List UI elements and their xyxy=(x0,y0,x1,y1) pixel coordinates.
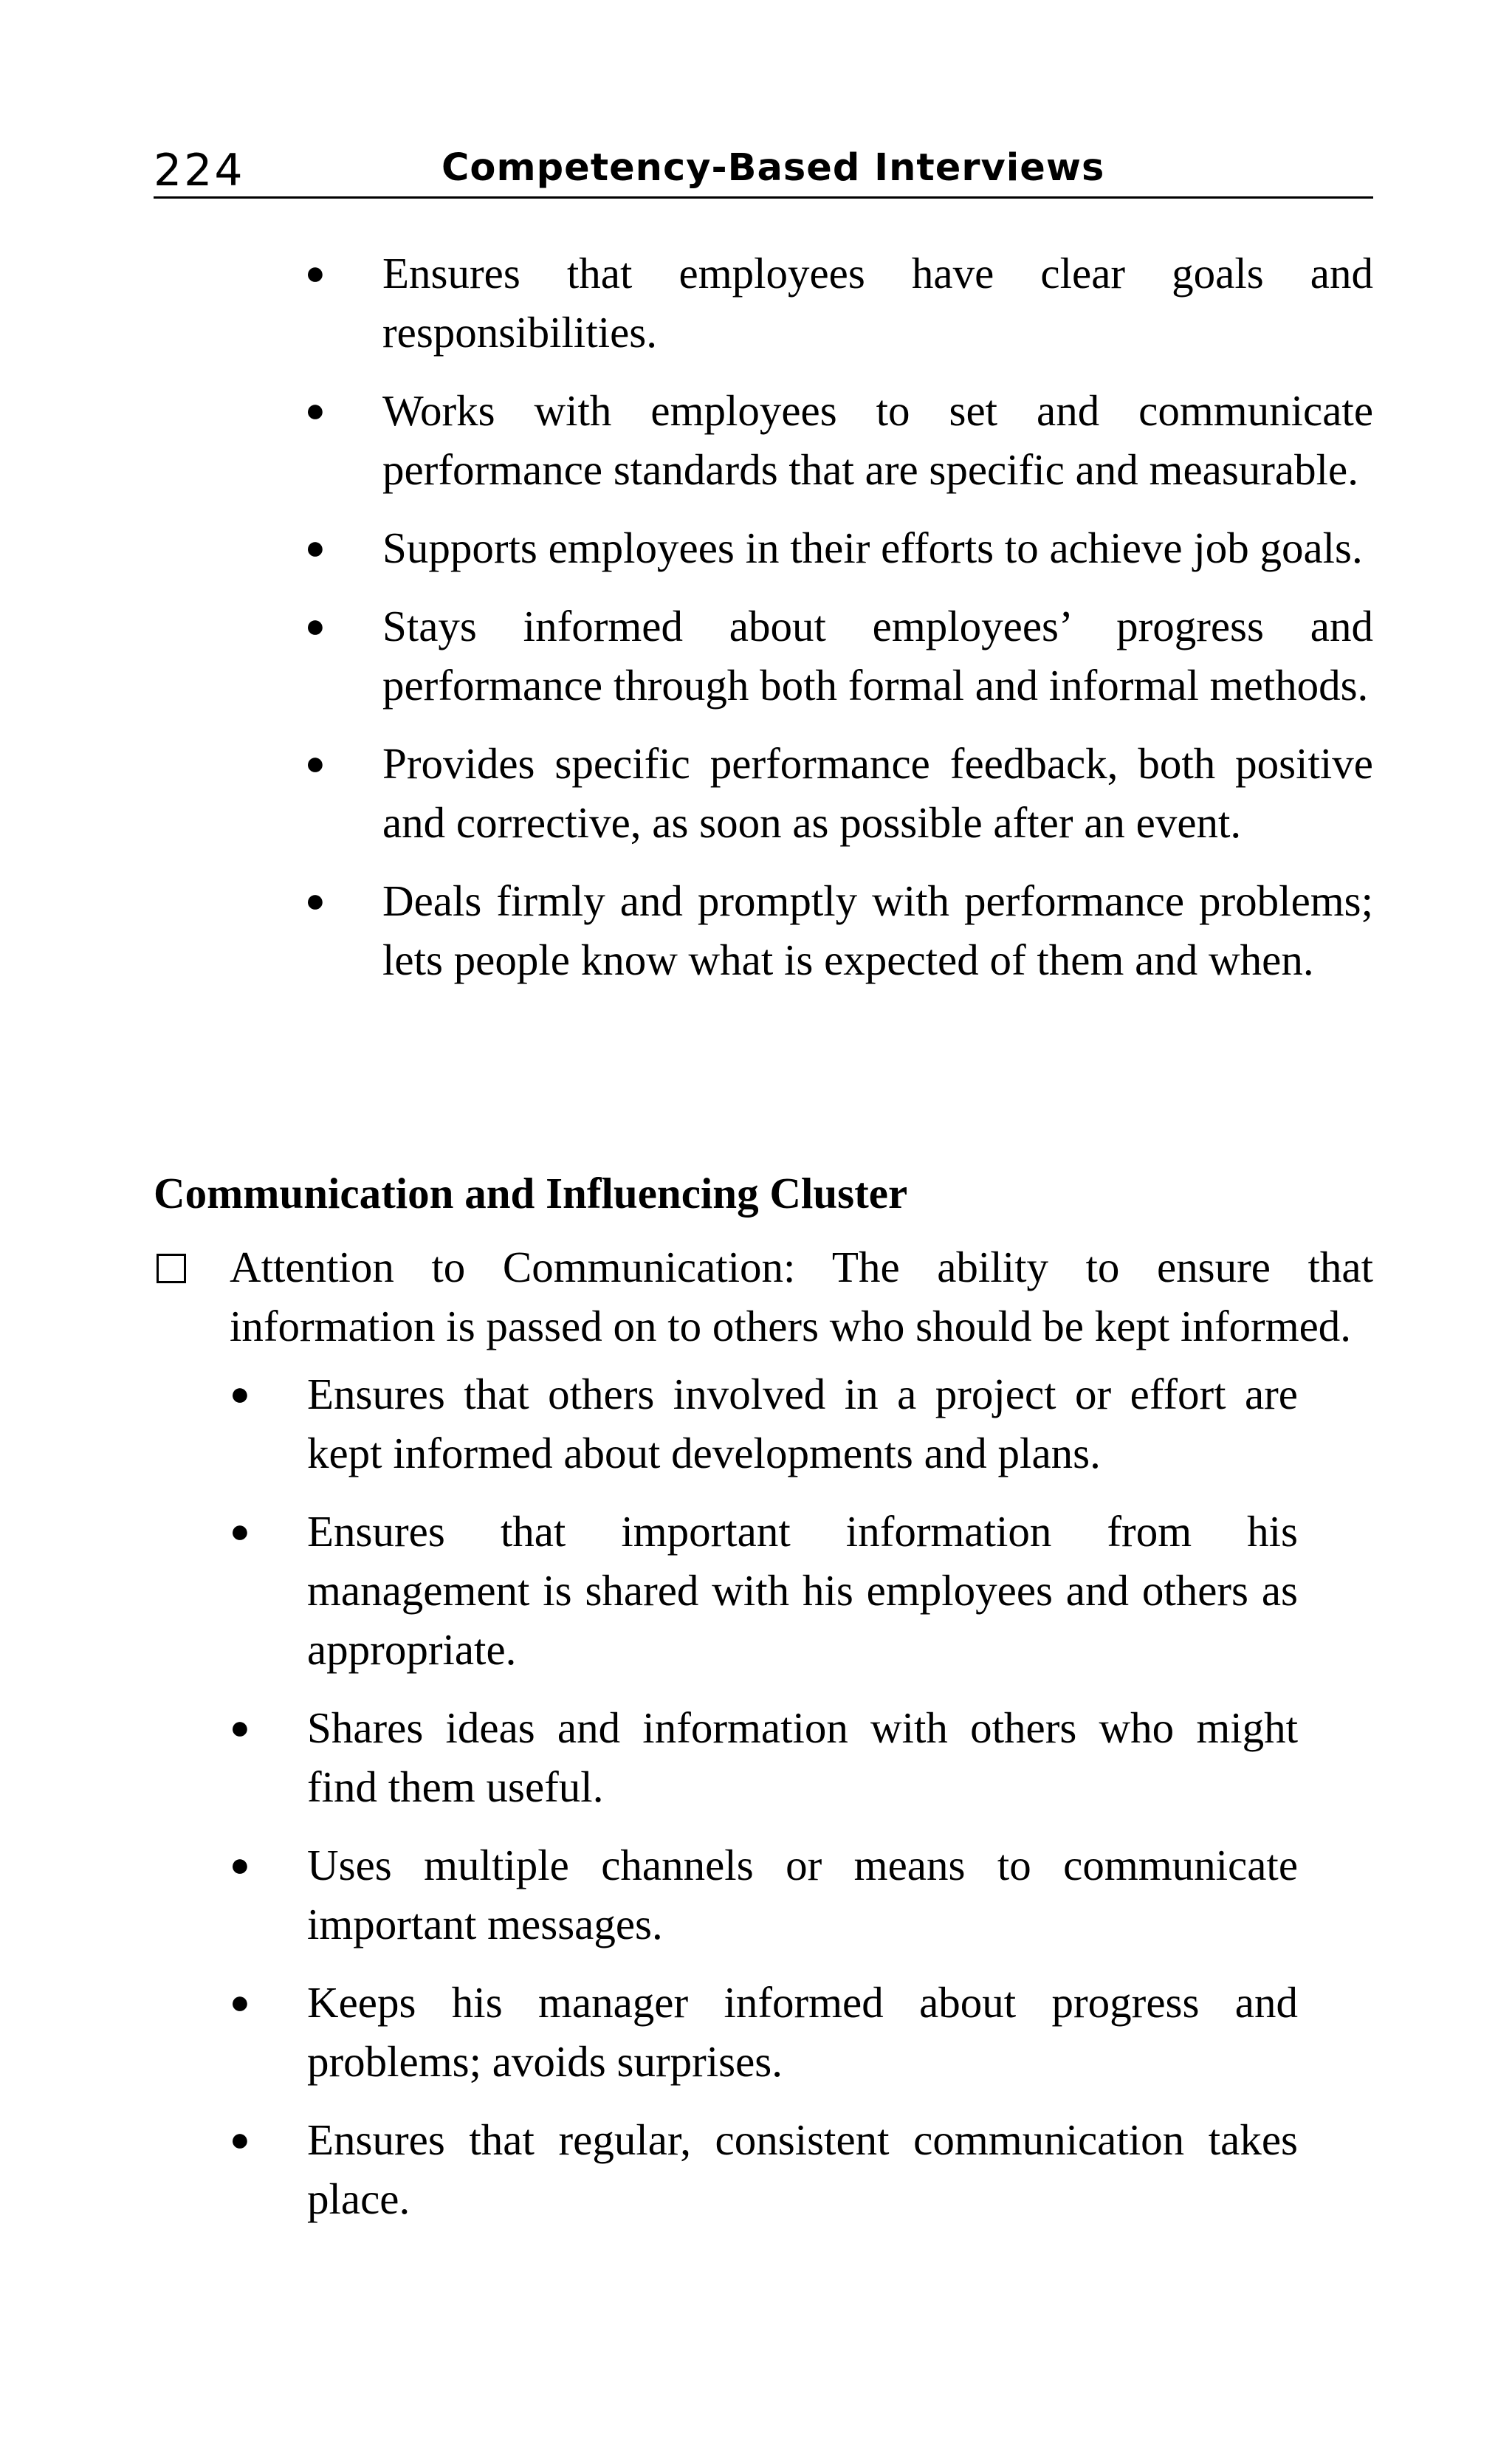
bullet-icon: ● xyxy=(230,1846,250,1884)
list-item xyxy=(154,734,1373,852)
running-header xyxy=(154,140,1373,199)
list-item-text: Ensures that regular, consistent communication takes place. xyxy=(307,2115,1298,2223)
list-item-text: Provides specific performance feedback, both positive and corrective, as soon as possible after an event. xyxy=(382,739,1373,847)
bullet-icon: ● xyxy=(305,529,326,566)
checkbox-icon xyxy=(157,1254,186,1283)
list-item xyxy=(154,1973,1298,2091)
bullet-icon: ● xyxy=(305,391,326,429)
bullet-icon: ● xyxy=(305,254,326,292)
list-item xyxy=(154,1364,1298,1483)
list-item xyxy=(154,1502,1298,1679)
list-item-text: Ensures that important information from his management is shared with his employees and others as appropriate. xyxy=(307,1507,1298,1674)
communication-behaviors-list xyxy=(154,1364,1298,2248)
list-item xyxy=(154,1698,1298,1816)
list-item-text: Shares ideas and information with others who might find them useful. xyxy=(307,1703,1298,1811)
list-item xyxy=(154,2110,1298,2228)
section-heading: Communication and Influencing Cluster xyxy=(154,1169,908,1218)
list-item xyxy=(154,244,1373,362)
list-item-text: Keeps his manager informed about progress and problems; avoids surprises. xyxy=(307,1978,1298,2086)
list-item-text: Works with employees to set and communicate performance standards that are specific and measurable. xyxy=(382,386,1373,494)
bullet-icon: ● xyxy=(305,607,326,645)
bullet-icon: ● xyxy=(305,882,326,919)
list-item xyxy=(154,381,1373,499)
list-item xyxy=(154,597,1373,715)
bullet-icon: ● xyxy=(230,1512,250,1550)
bullet-icon: ● xyxy=(230,1375,250,1412)
list-item-text: Ensures that others involved in a project or effort are kept informed about developments and plans. xyxy=(307,1370,1298,1477)
list-item-text: Supports employees in their efforts to achieve job goals. xyxy=(382,523,1363,572)
definition-text: Attention to Communication: The ability to ensure that information is passed on to others who should be kept informed. xyxy=(230,1243,1373,1350)
list-item xyxy=(154,1836,1298,1954)
list-item-text: Ensures that employees have clear goals and responsibilities. xyxy=(382,249,1373,357)
bullet-icon: ● xyxy=(305,744,326,782)
page-number: 224 xyxy=(154,145,245,196)
list-item xyxy=(154,871,1373,989)
competency-definition xyxy=(154,1237,1373,1356)
list-item xyxy=(154,518,1373,577)
list-item-text: Deals firmly and promptly with performance problems; lets people know what is expected of them and when. xyxy=(382,876,1373,984)
list-item-text: Stays informed about employees’ progress and performance through both formal and informal methods. xyxy=(382,602,1373,710)
list-item-text: Uses multiple channels or means to communicate important messages. xyxy=(307,1841,1298,1948)
leadership-behaviors-list xyxy=(154,244,1373,1009)
bullet-icon: ● xyxy=(230,1709,250,1746)
bullet-icon: ● xyxy=(230,1983,250,2021)
running-title: Competency-Based Interviews xyxy=(441,146,1105,190)
bullet-icon: ● xyxy=(230,2121,250,2158)
